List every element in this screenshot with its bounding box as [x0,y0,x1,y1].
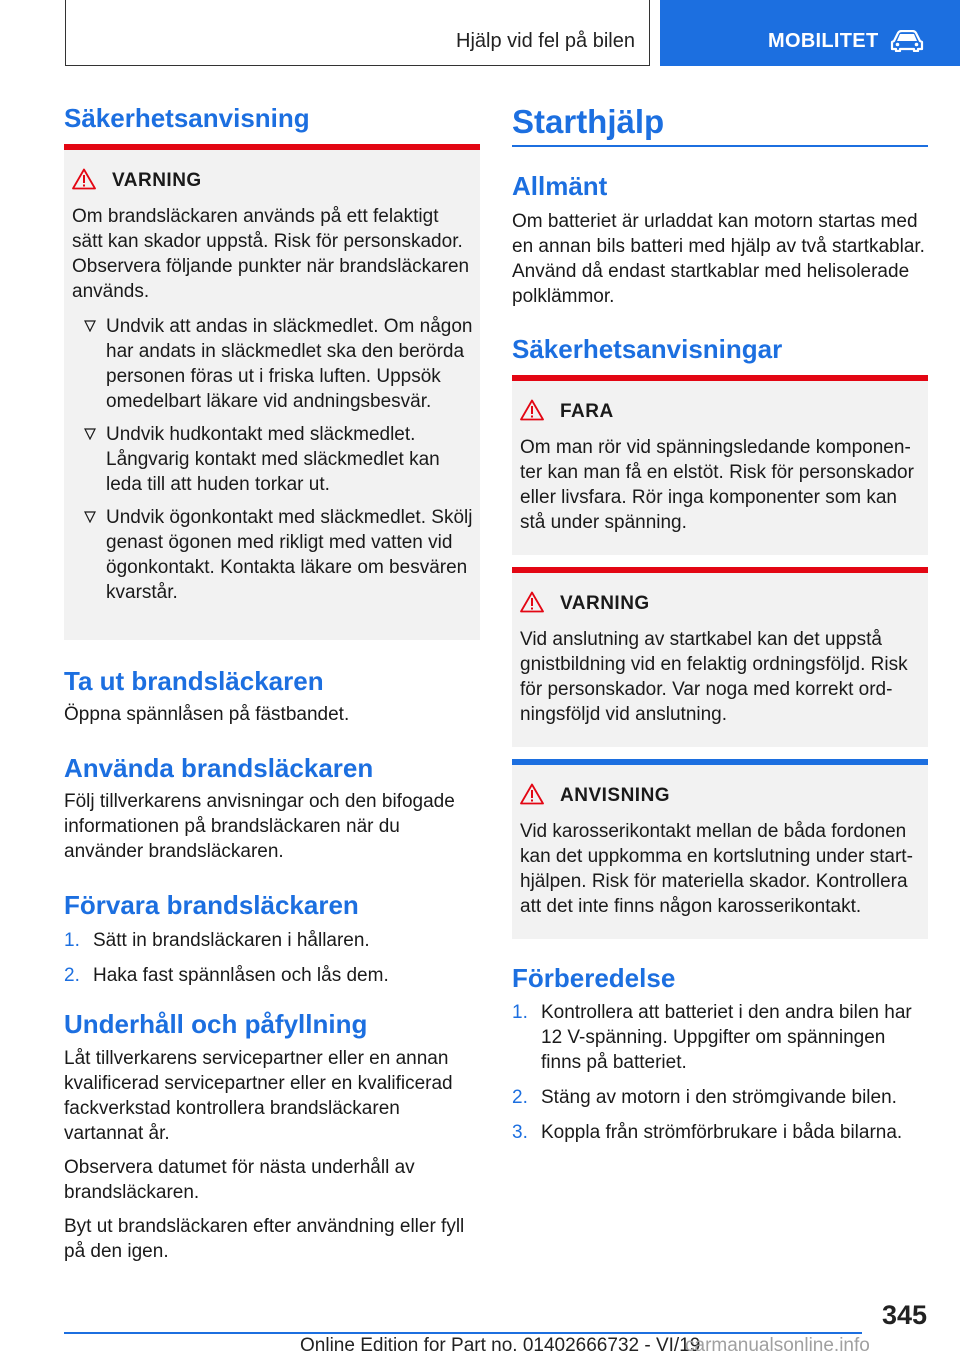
list-item: Undvik ögonkontakt med släckmedlet. Skölj genast ögonen med rikligt med vatten vid ögonkontakt. Kontakta läkare om besvären kvarstår. [84,505,474,605]
maintenance-heading: Underhåll och påfyllning [64,1009,368,1039]
maintenance-p1: Låt tillverkarens servicepartner eller en annan kvalificerad servicepartner eller en kvalificerad fackverkstad kontrollera brandsläckaren vartannat år. [64,1048,453,1144]
warning-box [64,144,480,640]
edition-text: Online Edition for Part no. 01402666732 - VI/19 [300,1335,701,1356]
safety-heading-right: Säkerhetsanvisningar [512,334,783,364]
warning-triangle-icon [520,591,544,613]
list-item: Undvik hudkontakt med släckmedlet. Långvarig kontakt med släckmedlet kan leda till att huden torkar ut. [84,422,474,497]
list-item: 3. Koppla från strömförbrukare i båda bilarna. [512,1122,903,1143]
page-header [0,0,960,66]
store-heading: Förvara brandsläckaren [64,890,359,920]
warning-text: Om brandsläckaren används på ett felaktigt sätt kan skador uppstå. Risk för personskador. Observera följande punkter när brandsläckaren används. [72,206,470,302]
main-heading: Starthjälp [512,103,665,140]
section-title-box [65,0,650,66]
notice-text: Vid karosserikontakt mellan de båda fordonen kan det uppkomma en kortslutning under starthjälpen. Risk för materiella skador. Kontrollera att det inte finns någon karosserikontakt. [520,821,913,917]
list-item: 2. Stäng av motorn i den strömgivande bilen. [512,1087,897,1108]
take-out-text: Öppna spännlåsen på fästbandet. [64,704,350,725]
list-item: 1. Sätt in brandsläckaren i hållaren. [64,930,370,951]
warning-box-right [512,567,928,747]
danger-label: FARA [560,401,614,422]
footer-rule [64,1332,862,1334]
take-out-heading: Ta ut brandsläckaren [64,666,324,696]
bullet-triangle-icon [84,511,96,523]
section-title: Hjälp vid fel på bilen [456,30,635,52]
warning-bar [512,567,928,573]
watermark: carmanualsonline.info [685,1335,870,1356]
warning-triangle-icon [72,168,96,190]
bullet-triangle-icon [84,320,96,332]
use-text: Följ tillverkarens anvisningar och den bifogade informationen på brandsläckaren när du använder brandsläckaren. [64,791,455,862]
general-heading: Allmänt [512,171,608,201]
page-number: 345 [881,1300,927,1330]
list-item: 2. Haka fast spännlåsen och lås dem. [64,965,389,986]
warning-label: VARNING [112,170,202,191]
warning-triangle-icon [520,399,544,421]
maintenance-p3: Byt ut brandsläckaren efter användning eller fyll på den igen. [64,1216,465,1262]
chapter-tab [660,0,960,66]
notice-bar [512,759,928,765]
prep-heading: Förberedelse [512,963,676,993]
chapter-tab-label: MOBILITET [768,30,879,52]
general-text: Om batteriet är urladdat kan motorn startas med en annan bils batteri med hjälp av två startkablar. Använd då endast startkablar med helisolerade polklämmor. [512,211,925,307]
maintenance-p2: Observera datumet för nästa underhåll av brandsläckaren. [64,1157,415,1203]
warning-text: Vid anslutning av startkabel kan det uppstå gnistbildning vid en felaktig ordningsföljd. Risk för personskador. Var noga med korrekt ordningsföljd vid anslutning. [520,629,908,725]
car-icon [890,30,924,52]
notice-label: ANVISNING [560,785,671,806]
warning-bar [64,144,480,150]
warning-bullets [84,314,474,613]
list-item: Undvik att andas in släckmedlet. Om någon har andats in släckmedlet ska den berörda personen föras ut i friska luften. Uppsök omedelbart läkare vid andningsbesvär. [84,314,474,414]
store-steps [64,928,480,998]
prep-steps [512,1000,920,1155]
heading-rule [512,145,928,147]
danger-bar [512,375,928,381]
safety-heading: Säkerhetsanvisning [64,103,310,133]
bullet-triangle-icon [84,428,96,440]
warning-triangle-icon [520,783,544,805]
use-heading: Använda brandsläckaren [64,753,374,783]
notice-box [512,759,928,939]
danger-box [512,375,928,555]
list-item: 1. Kontrollera att batteriet i den andra bilen har 12 V-spänning. Uppgifter om spänningen finns på batteriet. [512,1002,912,1073]
warning-label: VARNING [560,593,650,614]
danger-text: Om man rör vid spänningsledande komponenter kan man få en elstöt. Risk för personskador eller livsfara. Rör inga komponenter som kan stå under spänning. [520,437,914,533]
